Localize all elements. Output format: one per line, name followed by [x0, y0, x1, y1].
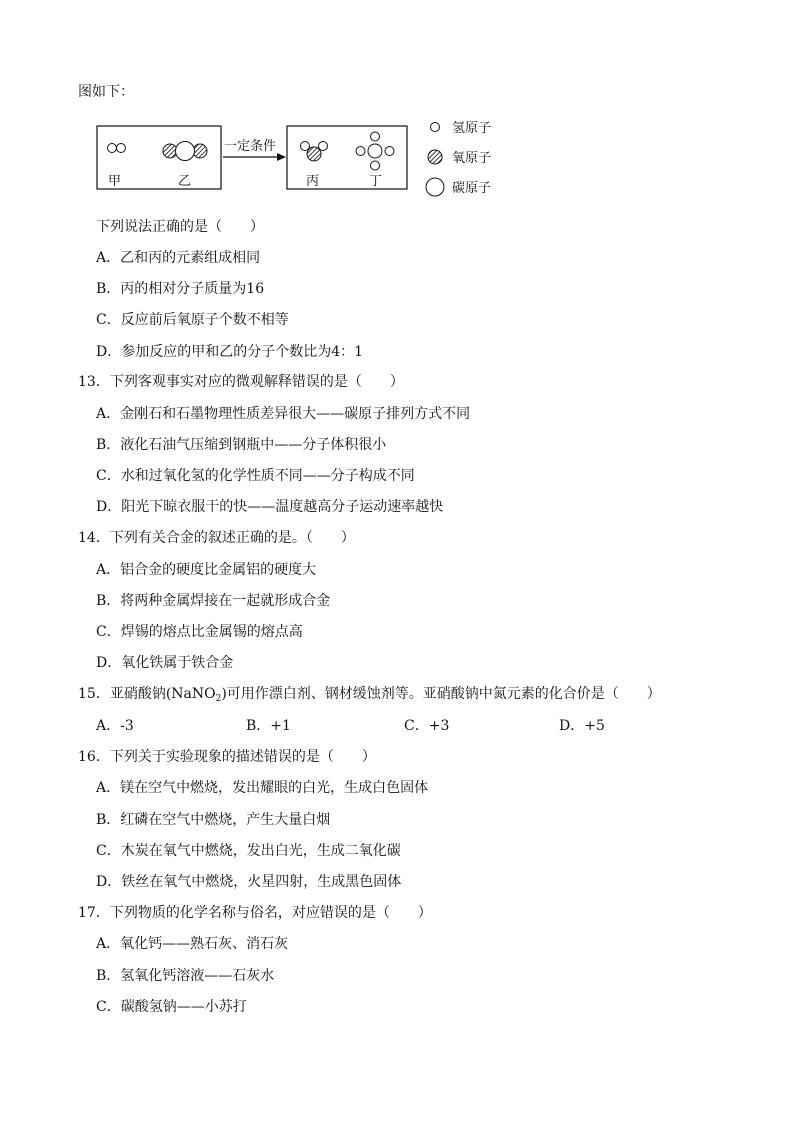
label-ding: 丁	[369, 174, 383, 189]
hydrogen-atom-icon	[431, 123, 440, 132]
q15-stem-subscript: 2	[215, 694, 222, 704]
arrow-label: 一定条件	[224, 139, 277, 154]
q14-option-b: B．将两种金属焊接在一起就形成合金	[96, 593, 331, 609]
q15-stem	[78, 685, 661, 708]
q12-option-a: A．乙和丙的元素组成相同	[96, 250, 261, 266]
legend-oxygen: 氧原子	[452, 151, 492, 166]
q13-stem: 13．下列客观事实对应的微观解释错误的是（ ）	[78, 374, 404, 390]
q15-option-d: D．+5	[559, 718, 605, 734]
q13-option-c: C．水和过氧化氢的化学性质不同——分子构成不同	[96, 468, 415, 484]
products-box	[287, 126, 407, 189]
q17-option-b: B．氢氧化钙溶液——石灰水	[96, 968, 275, 984]
q16-option-d: D．铁丝在氧气中燃烧，火星四射，生成黑色固体	[96, 874, 402, 890]
q15-option-c: C．+3	[404, 718, 450, 734]
q12-option-b: B．丙的相对分子质量为16	[96, 281, 265, 297]
q15-stem-after: )可用作漂白剂、钢材缓蚀剂等。亚硝酸钠中氮元素的化合价是（ ）	[221, 686, 661, 702]
q14-stem: 14．下列有关合金的叙述正确的是。（ ）	[78, 530, 355, 546]
q16-option-a: A．镁在空气中燃烧，发出耀眼的白光，生成白色固体	[96, 780, 429, 796]
q17-stem: 17．下列物质的化学名称与俗名，对应错误的是（ ）	[78, 905, 432, 921]
q17-option-a: A．氧化钙——熟石灰、消石灰	[96, 936, 289, 952]
label-yi: 乙	[178, 174, 192, 189]
q12-option-c: C．反应前后氧原子个数不相等	[96, 312, 289, 328]
legend-carbon: 碳原子	[452, 181, 492, 196]
q13-option-b: B．液化石油气压缩到钢瓶中——分子体积很小	[96, 437, 387, 453]
q14-option-d: D．氧化铁属于铁合金	[96, 655, 234, 671]
arrow-head-icon	[277, 153, 286, 161]
label-bing: 丙	[306, 174, 320, 189]
q12-option-d: D．参加反应的甲和乙的分子个数比为4：1	[96, 344, 364, 360]
q15-stem-before: 15．亚硝酸钠(NaNO	[78, 686, 216, 702]
legend-hydrogen: 氢原子	[452, 121, 492, 136]
q15-option-a: A．-3	[96, 718, 134, 734]
carbon-atom-icon	[426, 178, 444, 196]
q16-stem: 16．下列关于实验现象的描述错误的是（ ）	[78, 749, 376, 765]
q16-option-c: C．木炭在氧气中燃烧，发出白光，生成二氧化碳	[96, 843, 401, 859]
q13-option-d: D．阳光下晾衣服干的快——温度越高分子运动速率越快	[96, 499, 444, 515]
q12-stem: 下列说法正确的是（ ）	[96, 219, 264, 235]
molecule-yi	[163, 142, 207, 161]
q14-option-c: C．焊锡的熔点比金属锡的熔点高	[96, 624, 303, 640]
q14-option-a: A．铝合金的硬度比金属铝的硬度大	[96, 562, 317, 578]
intro-text: 图如下：	[78, 84, 134, 100]
reaction-diagram	[90, 112, 510, 202]
q13-option-a: A．金刚石和石墨物理性质差异很大——碳原子排列方式不同	[96, 406, 471, 422]
q15-option-b: B．+1	[246, 718, 291, 734]
q17-option-c: C．碳酸氢钠——小苏打	[96, 999, 247, 1015]
oxygen-atom-icon	[428, 150, 442, 164]
label-jia: 甲	[108, 174, 122, 189]
q16-option-b: B．红磷在空气中燃烧，产生大量白烟	[96, 812, 331, 828]
